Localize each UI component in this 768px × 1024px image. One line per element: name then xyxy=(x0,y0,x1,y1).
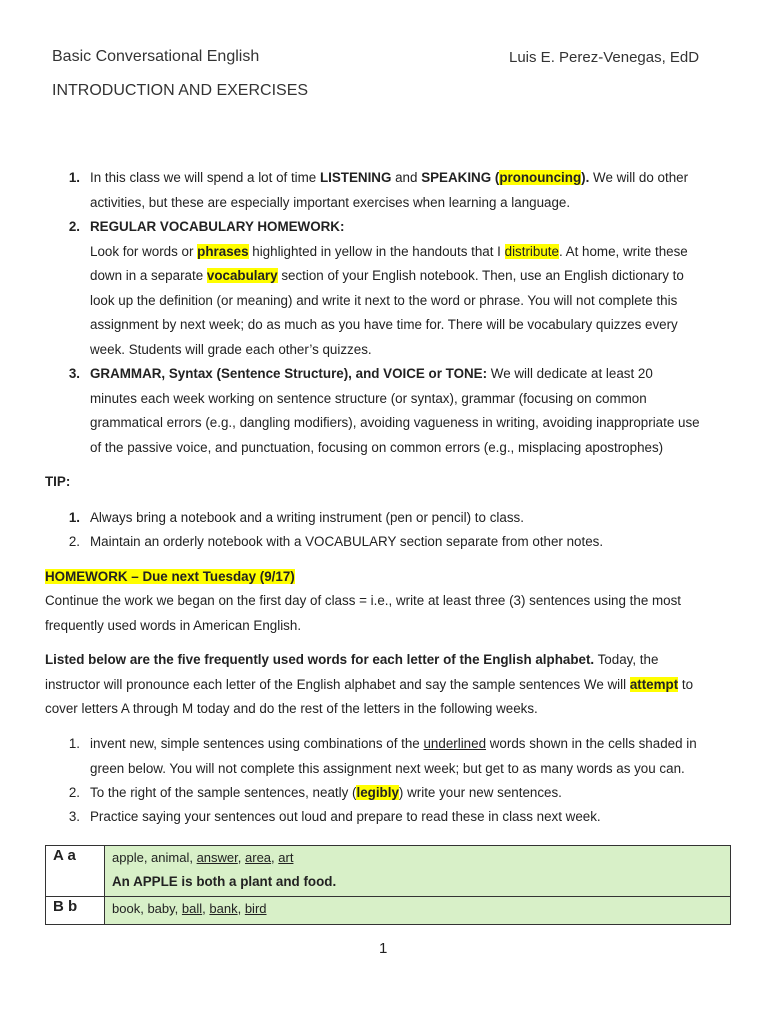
list-number: 1. xyxy=(68,736,80,751)
tip-item: Always bring a notebook and a writing instrument (pen or pencil) to class. xyxy=(90,510,524,525)
list-number: 2. xyxy=(68,785,80,800)
letter-cell: B b xyxy=(46,897,105,925)
section-heading: GRAMMAR, Syntax (Sentence Structure), and VOICE or TONE: xyxy=(90,366,488,381)
word-list: book, baby, ball, bank, bird xyxy=(112,901,267,916)
homework-paragraph: Continue the work we began on the first day of class = i.e., write at least three (3) sentences using the most frequently used words in American English. xyxy=(45,593,682,633)
author-name: Luis E. Perez-Venegas, EdD xyxy=(509,49,700,66)
table-row xyxy=(46,846,731,897)
highlight-attempt: attempt xyxy=(629,676,679,692)
step-item: Practice saying your sentences out loud and prepare to read these in class next week. xyxy=(90,809,601,824)
list-item: In this class we will spend a lot of time LISTENING and SPEAKING (pronouncing). We will do other activities, but these are especially important exercises when learning a language. xyxy=(90,170,689,210)
words-cell xyxy=(105,897,731,925)
keyword-listening: LISTENING xyxy=(319,170,392,185)
alphabet-word-table xyxy=(45,845,731,925)
list-number: 1. xyxy=(68,170,80,185)
alphabet-paragraph: Listed below are the five frequently used words for each letter of the English alphabet. Today, the instructor will pronounce each letter of the English alphabet and say the sample sentences We will attempt to cover letters A through M today and do the rest of the letters in the following weeks. xyxy=(45,652,694,717)
page-number: 1 xyxy=(379,940,388,957)
word-list: apple, animal, answer, area, art xyxy=(112,850,294,865)
highlight-phrases: phrases xyxy=(197,243,249,259)
list-number: 2. xyxy=(68,534,80,549)
highlight-distribute: distribute xyxy=(504,243,559,259)
list-number: 3. xyxy=(68,809,80,824)
words-cell xyxy=(105,846,731,897)
list-number: 3. xyxy=(68,366,80,381)
step-item: invent new, simple sentences using combinations of the underlined words shown in the cells shaded in green below. You will not complete this assignment next week; but get to as many words as you can. xyxy=(90,736,697,776)
course-title: Basic Conversational English xyxy=(52,48,260,65)
highlight-legibly: legibly xyxy=(356,785,399,800)
step-item: To the right of the sample sentences, neatly (legibly) write your new sentences. xyxy=(90,785,562,800)
homework-heading: HOMEWORK – Due next Tuesday (9/17) xyxy=(45,569,295,584)
tip-label: TIP: xyxy=(45,474,71,489)
highlight-vocabulary: vocabulary xyxy=(206,268,278,284)
highlight-pronouncing: pronouncing xyxy=(499,170,582,185)
document-subtitle: INTRODUCTION AND EXERCISES xyxy=(52,82,309,99)
list-item: REGULAR VOCABULARY HOMEWORK: Look for words or phrases highlighted in yellow in the handouts that I distribute. At home, write these down in a separate vocabulary section of your English notebook. Then, use an English dictionary to look up the definition (or meaning) and write it next to the word or phrase. You will not complete this assignment by next week; do as much as you have time for. There will be vocabulary quizzes every week. Students will grade each other’s quizzes. xyxy=(90,219,688,357)
list-number: 2. xyxy=(68,219,80,234)
section-heading: REGULAR VOCABULARY HOMEWORK: xyxy=(90,219,345,234)
letter-cell: A a xyxy=(46,846,105,897)
keyword-speaking: SPEAKING ( xyxy=(421,170,500,185)
sample-sentence: An APPLE is both a plant and food. xyxy=(112,874,337,889)
list-item: GRAMMAR, Syntax (Sentence Structure), and VOICE or TONE: We will dedicate at least 20 minutes each week working on sentence structure (or syntax), grammar (focusing on common grammatical errors (e.g., dangling modifiers), avoiding vagueness in writing, avoiding inappropriate use of the passive voice, and punctuation, focusing on common errors (e.g., misplacing apostrophes) xyxy=(90,366,700,455)
list-number: 1. xyxy=(68,510,80,525)
tip-item: Maintain an orderly notebook with a VOCABULARY section separate from other notes. xyxy=(90,534,604,549)
table-row xyxy=(46,897,731,925)
